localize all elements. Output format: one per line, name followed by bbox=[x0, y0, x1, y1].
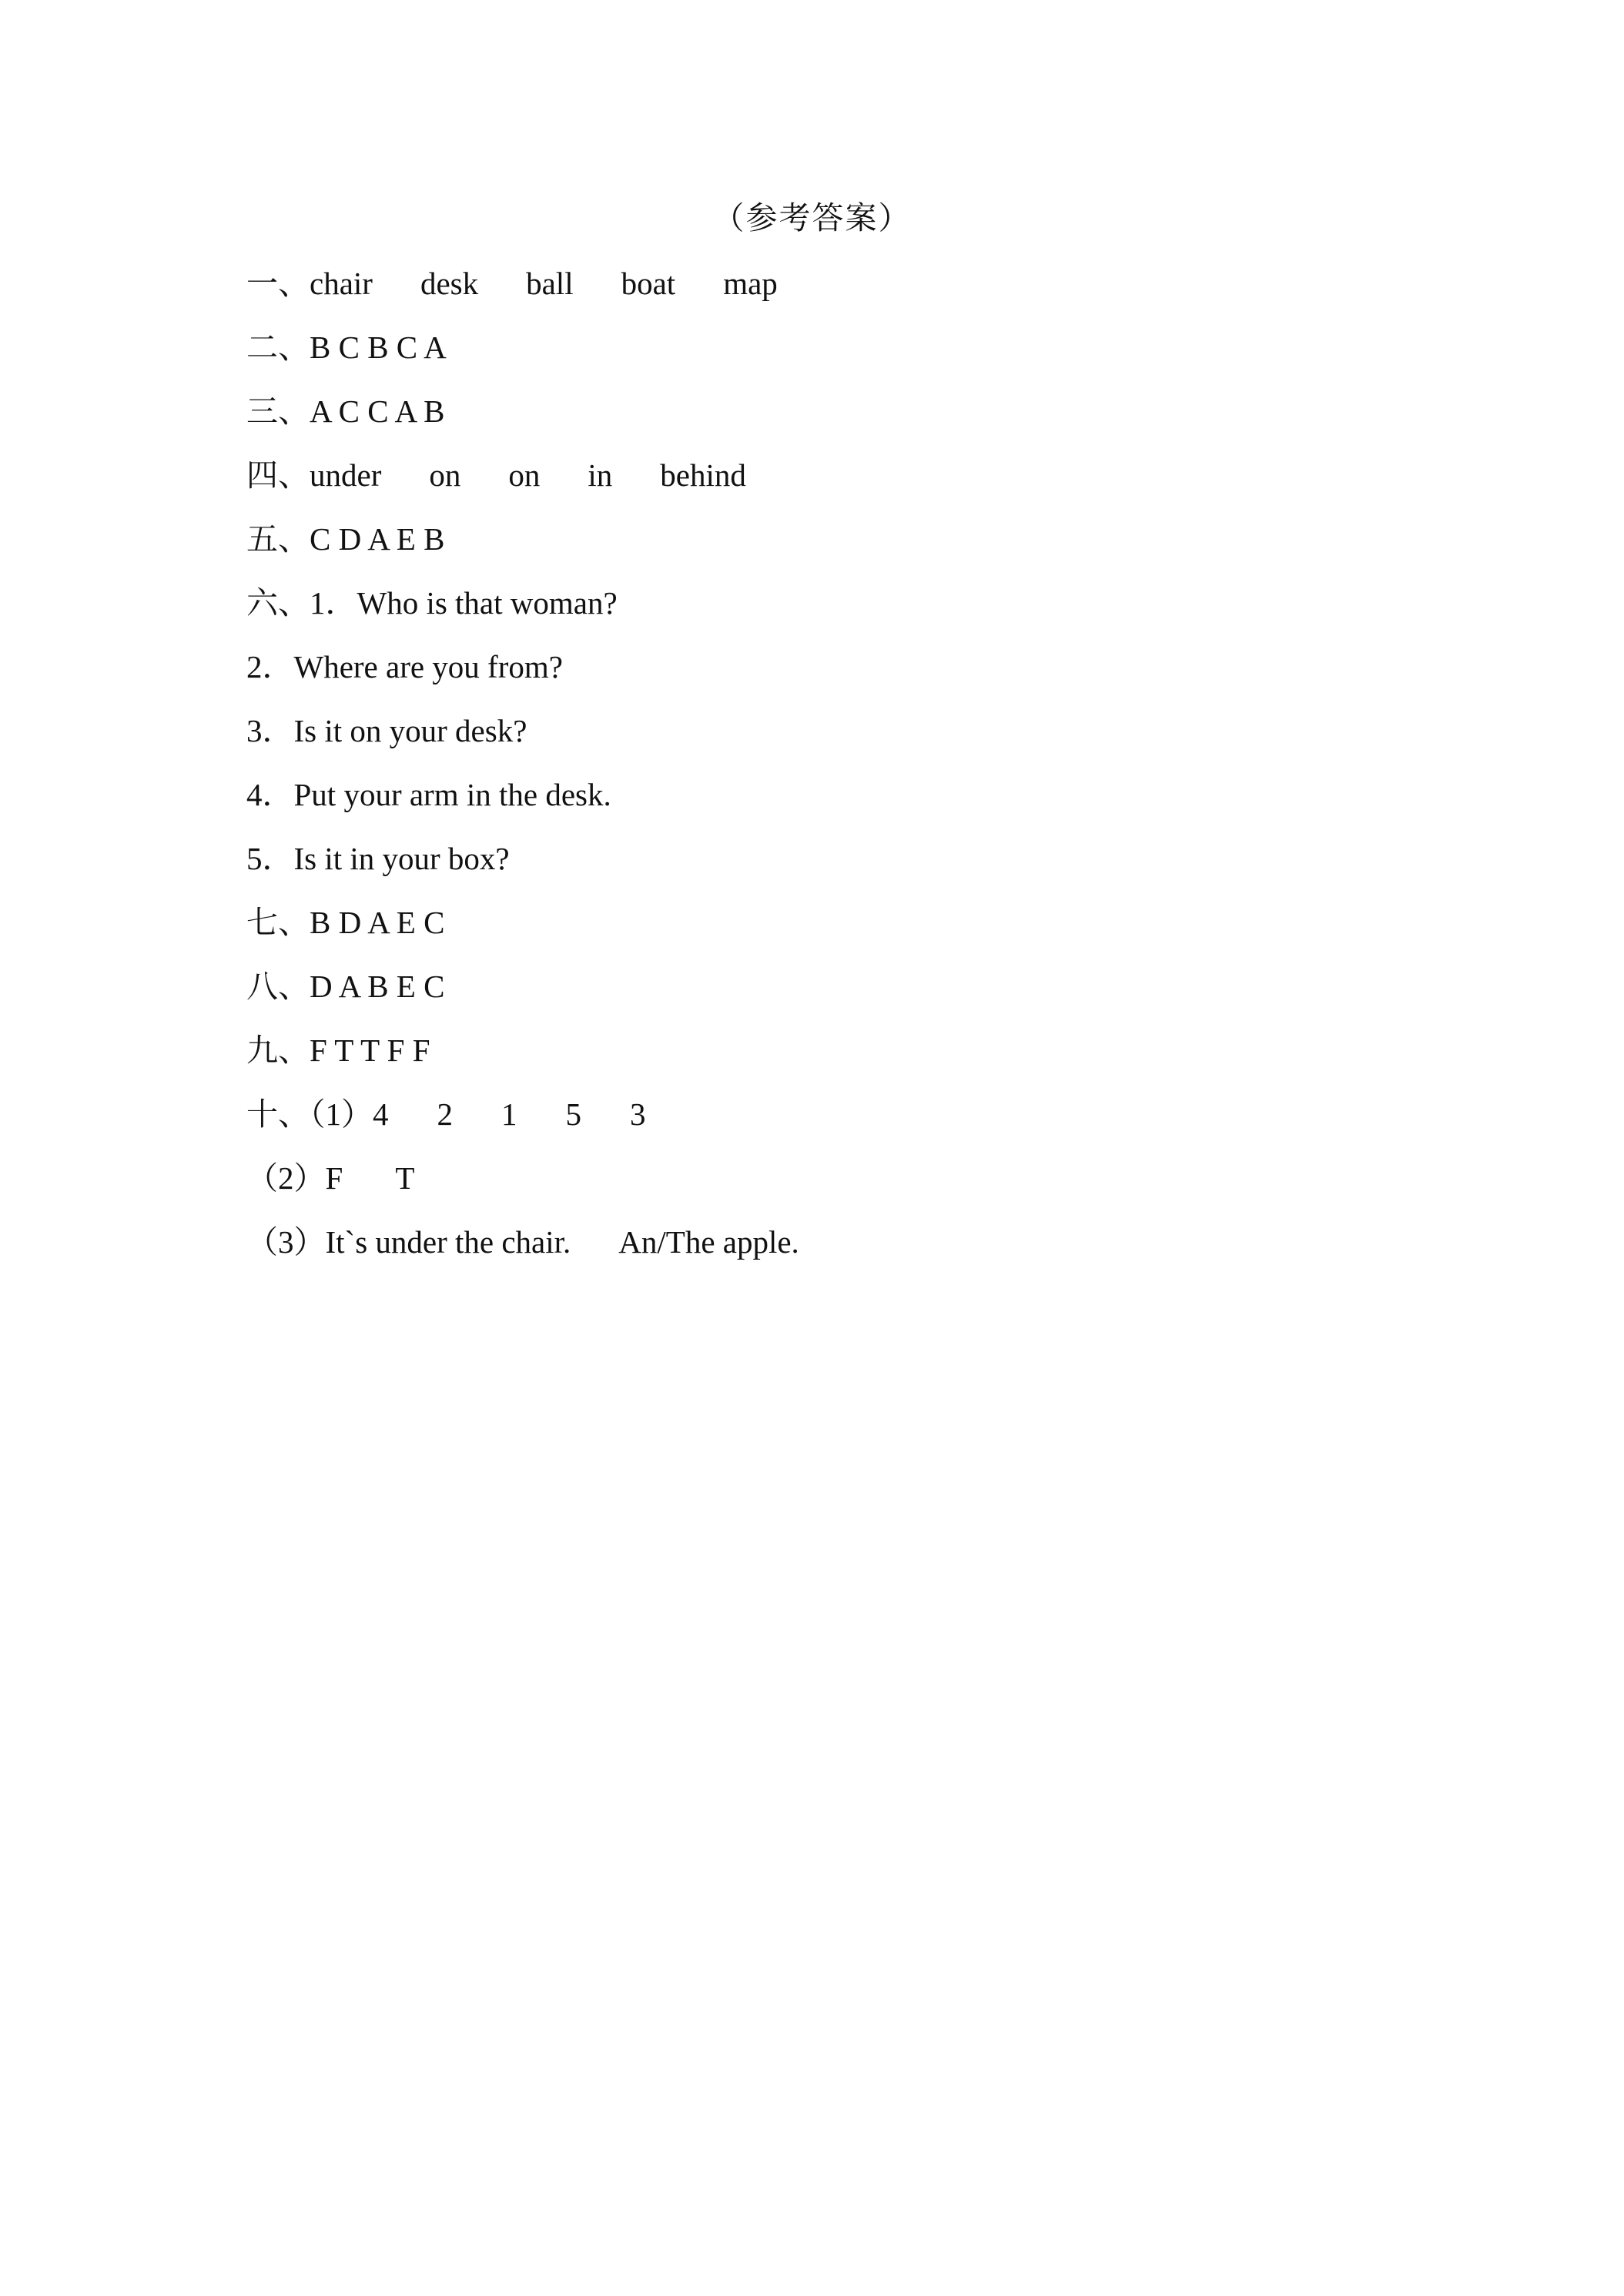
line-prefix: 十、 bbox=[246, 1096, 310, 1132]
answer-word: It`s under the chair. bbox=[325, 1224, 571, 1260]
answer-line-10-2 bbox=[246, 1156, 414, 1200]
answer-text: 5．Is it in your box? bbox=[246, 841, 510, 876]
answer-line-6-3 bbox=[246, 709, 527, 752]
answer-line-9 bbox=[246, 1029, 430, 1072]
answer-word: boat bbox=[621, 266, 676, 301]
answer-word: on bbox=[429, 457, 461, 493]
answer-word: map bbox=[723, 266, 778, 301]
line-prefix: 九、 bbox=[246, 1033, 310, 1068]
line-prefix: 八、 bbox=[246, 969, 310, 1004]
answer-line-8 bbox=[246, 965, 444, 1008]
answer-word: behind bbox=[660, 457, 746, 493]
line-prefix: 五、 bbox=[246, 521, 310, 557]
answer-word: chair bbox=[310, 266, 373, 301]
answer-line-3 bbox=[246, 390, 444, 433]
line-prefix: 三、 bbox=[246, 393, 310, 429]
answer-line-7 bbox=[246, 901, 444, 944]
answer-word: 3 bbox=[630, 1096, 646, 1132]
sub-number: （1） bbox=[310, 1096, 373, 1132]
line-prefix: 一、 bbox=[246, 266, 310, 301]
answer-line-6-2 bbox=[246, 645, 563, 688]
answer-word: 5 bbox=[565, 1096, 581, 1132]
sub-number: （2） bbox=[246, 1160, 326, 1196]
sub-number: （3） bbox=[246, 1224, 326, 1260]
answer-line-6-4 bbox=[246, 773, 611, 816]
answer-text: A C C A B bbox=[310, 393, 445, 429]
line-prefix: 四、 bbox=[246, 457, 310, 493]
answer-word: 2 bbox=[437, 1096, 453, 1132]
answer-line-6-5 bbox=[246, 837, 510, 880]
answer-line-10-3 bbox=[246, 1220, 799, 1263]
answer-line-2 bbox=[246, 326, 447, 369]
answer-word: F bbox=[325, 1160, 343, 1196]
answer-word: T bbox=[395, 1160, 415, 1196]
page-title: （参考答案） bbox=[712, 200, 912, 236]
answer-line-6 bbox=[246, 581, 618, 624]
answer-text: C D A E B bbox=[310, 521, 445, 557]
answer-line-5 bbox=[246, 517, 444, 561]
answer-line-1 bbox=[246, 262, 778, 305]
line-prefix: 六、 bbox=[246, 585, 310, 621]
answer-text: B C B C A bbox=[310, 330, 447, 365]
line-prefix: 七、 bbox=[246, 905, 310, 940]
answer-word: 4 bbox=[373, 1096, 389, 1132]
answer-text: 1．Who is that woman? bbox=[310, 585, 618, 621]
answer-line-10 bbox=[246, 1093, 646, 1136]
answer-text: 4．Put your arm in the desk. bbox=[246, 777, 611, 812]
answer-word: on bbox=[508, 457, 541, 493]
answer-text: D A B E C bbox=[310, 969, 445, 1004]
answer-text: F T T F F bbox=[310, 1033, 430, 1068]
answer-line-4 bbox=[246, 454, 746, 497]
answer-text: B D A E C bbox=[310, 905, 445, 940]
answer-text: 2．Where are you from? bbox=[246, 649, 563, 684]
answer-word: 1 bbox=[501, 1096, 517, 1132]
answer-word: An/The apple. bbox=[618, 1224, 799, 1260]
answer-word: in bbox=[588, 457, 613, 493]
answer-word: ball bbox=[526, 266, 574, 301]
answer-word: desk bbox=[420, 266, 479, 301]
line-prefix: 二、 bbox=[246, 330, 310, 365]
answer-word: under bbox=[310, 457, 382, 493]
answer-text: 3．Is it on your desk? bbox=[246, 713, 527, 748]
